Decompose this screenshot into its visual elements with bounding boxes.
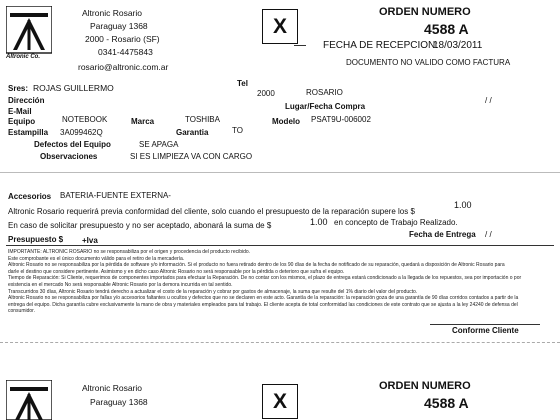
presupuesto-label: Presupuesto $ bbox=[8, 235, 64, 244]
defectos-value: SE APAGA bbox=[139, 140, 179, 149]
client-name: ROJAS GUILLERMO bbox=[33, 83, 114, 93]
legal-line: darle el destino que considere pertinente. Asimismo y en dicho caso Altronic Rosario no será responsable por la pérdida o deterioro que sufra el equipo. bbox=[8, 268, 345, 275]
delivery-date-label: Fecha de Entrega bbox=[409, 230, 476, 239]
altronic-logo-copy bbox=[6, 380, 52, 420]
estampilla-value: 3A099462Q bbox=[60, 128, 103, 137]
defectos-label: Defectos del Equipo bbox=[34, 140, 111, 149]
budget-rejected-concept: en concepto de Trabajo Realizado. bbox=[334, 218, 458, 227]
delivery-date-value: / / bbox=[485, 230, 492, 239]
copy-document-type-box: X bbox=[262, 384, 298, 419]
conformidad-amount: 1.00 bbox=[454, 200, 472, 210]
company-phone: 0341-4475843 bbox=[98, 47, 153, 57]
invoice-disclaimer: DOCUMENTO NO VALIDO COMO FACTURA bbox=[346, 58, 511, 67]
order-number: 4588 A bbox=[424, 21, 469, 37]
reception-date: 18/03/2011 bbox=[433, 40, 483, 51]
observaciones-label: Observaciones bbox=[40, 152, 98, 161]
legal-line: Tiempo de Reparación: Si Cliente, requerimos de componentes importados para efectuar la Reparación. De no contar con los mismos, el plazo de entrega estará condicionado a la llegada de los repuestos, sea por importación o por bbox=[8, 275, 522, 282]
legal-terms bbox=[8, 249, 553, 315]
budget-rejected-amount: 1.00 bbox=[310, 217, 328, 227]
direccion-label: Dirección bbox=[8, 96, 45, 105]
order-number-label: ORDEN NUMERO bbox=[379, 6, 471, 18]
client-signature-label: Conforme Cliente bbox=[452, 326, 519, 335]
document-type-box: X bbox=[262, 9, 298, 44]
modelo-value: PSAT9U-006002 bbox=[311, 115, 371, 124]
conformidad-text: Altronic Rosario requerirá previa conformidad del cliente, solo cuando el presupuesto de la reparación supere los $ bbox=[8, 207, 415, 216]
legal-line: entrega del equipo. Dicha garantía cubre exclusivamente la mano de obra y materiales empleados para tal trabajo. El cliente acepta de total conformidad las condiciones de este contrato que se ajusta a la ley 24240 de defensa del bbox=[8, 301, 518, 308]
accesorios-value: BATERIA-FUENTE EXTERNA- bbox=[60, 191, 171, 200]
legal-line: Este comprobante es el único documento válido para el retiro de la mercadería. bbox=[8, 255, 185, 262]
logo-text: Altronic Co. bbox=[6, 54, 40, 60]
legal-line: existencia en el mercado No será responsable Altronic Rosario por la demora incurrida en tal sentido. bbox=[8, 281, 233, 288]
copy-order-number-label: ORDEN NUMERO bbox=[379, 380, 471, 392]
equipo-label: Equipo bbox=[8, 117, 36, 126]
legal-line: Altronic Rosario no se responsabiliza por la pérdida de software y/o información. Si el producto no fuera retirado dentro de los 90 días de la fecha de notificado de su reparación, quedará a disposición de Altronic Rosario para bbox=[8, 262, 505, 269]
company-email: rosario@altronic.com.ar bbox=[78, 62, 169, 72]
email-label: E-Mail bbox=[8, 107, 32, 116]
tel-label: Tel bbox=[237, 79, 248, 88]
legal-line: Altronic Rosario no se responsabiliza por fallas y/o accesorios faltantes u ocultos y defectos que no se declaren en este acto. Garantía de la reparación: la reparación goza de una garantía de 90 días corridos contados a partir de la bbox=[8, 295, 519, 302]
company-address: Paraguay 1368 bbox=[90, 21, 148, 31]
legal-line: IMPORTANTE: ALTRONIC ROSARIO no se responsabiliza por el origen y procedencia del producto recibido. bbox=[8, 249, 251, 255]
equipo-value: NOTEBOOK bbox=[62, 115, 108, 124]
presupuesto-iva: +Iva bbox=[82, 236, 98, 245]
copy-company-name: Altronic Rosario bbox=[82, 383, 142, 393]
reception-date-label: FECHA DE RECEPCION: bbox=[323, 40, 439, 51]
budget-rejected-text: En caso de solicitar presupuesto y no ser aceptado, abonará la suma de $ bbox=[8, 221, 272, 230]
purchase-place-date-label: Lugar/Fecha Compra bbox=[285, 102, 366, 111]
company-name: Altronic Rosario bbox=[82, 8, 142, 18]
garantia-value: TO bbox=[232, 126, 243, 135]
garantia-label: Garantia bbox=[176, 128, 209, 137]
client-city: ROSARIO bbox=[306, 88, 343, 97]
modelo-label: Modelo bbox=[272, 117, 300, 126]
copy-order-number: 4588 A bbox=[424, 395, 469, 411]
legal-line: consumidor. bbox=[8, 308, 35, 315]
postal-code: 2000 bbox=[257, 89, 275, 98]
marca-label: Marca bbox=[131, 117, 155, 126]
estampilla-label: Estampilla bbox=[8, 128, 49, 137]
company-city: 2000 - Rosario (SF) bbox=[85, 34, 160, 44]
observaciones-value: SI ES LIMPIEZA VA CON CARGO bbox=[130, 152, 253, 161]
sres-label: Sres: bbox=[8, 84, 29, 93]
accesorios-label: Accesorios bbox=[8, 192, 52, 201]
legal-line: Transcurridos 30 días, Altronic Rosario tendrá derecho a actualizar el costo de la reparación y cobrar por gastos de almacenaje, la suma que resulte del 1% diario del valor del producto. bbox=[8, 288, 418, 295]
purchase-place-date-value: / / bbox=[485, 96, 492, 105]
marca-value: TOSHIBA bbox=[185, 115, 220, 124]
copy-company-address: Paraguay 1368 bbox=[90, 397, 148, 407]
